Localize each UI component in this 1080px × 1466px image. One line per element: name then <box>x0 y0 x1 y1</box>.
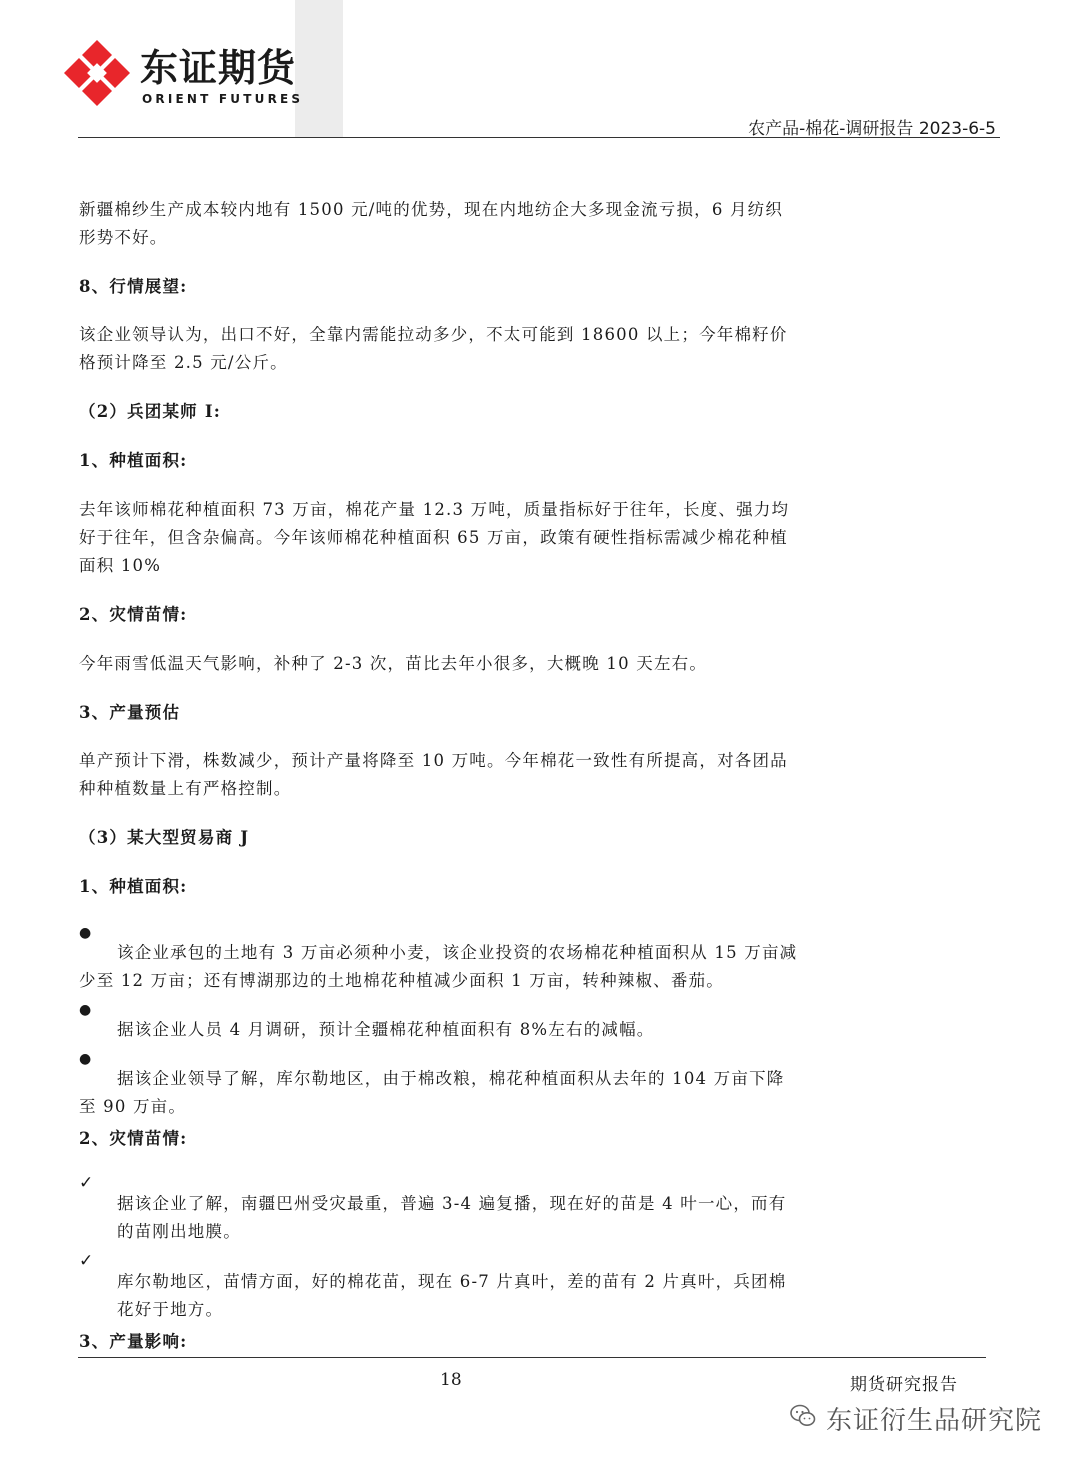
footer-label: 期货研究报告 <box>850 1375 958 1395</box>
header-band <box>295 0 343 138</box>
wechat-icon <box>790 1404 816 1428</box>
paragraph: 新疆棉纱生产成本较内地有 1500 元/吨的优势，现在内地纺企大多现金流亏损，6 月纺织形势不好。 <box>79 200 784 247</box>
header-divider <box>78 137 1000 138</box>
paragraph: 单产预计下滑，株数减少，预计产量将降至 10 万吨。今年棉花一致性有所提高，对各团品种种植数量上有严格控制。 <box>79 751 788 798</box>
bullet-icon: ● <box>79 1002 92 1018</box>
bullet-item: 该企业承包的土地有 3 万亩必须种小麦，该企业投资的农场棉花种植面积从 15 万亩减少至 12 万亩；还有博湖那边的土地棉花种植减少面积 1 万亩，转种辣椒、番茄。 <box>79 942 798 990</box>
section-heading: （3）某大型贸易商 J <box>79 828 250 847</box>
brand-name-en: ORIENT FUTURES <box>142 92 304 106</box>
section-heading: 1、种植面积: <box>79 451 188 470</box>
orient-futures-logo-icon <box>62 38 132 108</box>
page-number: 18 <box>440 1370 462 1390</box>
section-heading: 3、产量预估 <box>79 703 181 722</box>
paragraph: 去年该师棉花种植面积 73 万亩，棉花产量 12.3 万吨，质量指标好于往年，长度、强力均好于往年，但含杂偏高。今年该师棉花种植面积 65 万亩，政策有硬性指标需减少棉花种植面积 10% <box>79 500 790 575</box>
check-item: 据该企业了解，南疆巴州受灾最重，普遍 3-4 遍复播，现在好的苗是 4 叶一心，而有的苗刚出地膜。 <box>117 1193 787 1241</box>
check-item: 库尔勒地区，苗情方面，好的棉花苗，现在 6-7 片真叶，差的苗有 2 片真叶，兵团棉花好于地方。 <box>117 1271 787 1319</box>
bullet-icon: ● <box>79 1051 92 1067</box>
paragraph: 该企业领导认为，出口不好，全靠内需能拉动多少，不太可能到 18600 以上；今年棉籽价格预计降至 2.5 元/公斤。 <box>79 325 788 372</box>
section-heading: 3、产量影响: <box>79 1332 188 1351</box>
section-heading: 2、灾情苗情: <box>79 605 188 624</box>
section-heading: 8、行情展望: <box>79 277 188 296</box>
checkmark-icon: ✓ <box>79 1251 94 1271</box>
report-title: 农产品-棉花-调研报告 2023-6-5 <box>748 119 996 139</box>
section-heading: 1、种植面积: <box>79 877 188 896</box>
section-heading: 2、灾情苗情: <box>79 1129 188 1148</box>
watermark: 东证衍生品研究院 <box>826 1406 1043 1436</box>
footer-divider <box>78 1357 986 1358</box>
paragraph: 今年雨雪低温天气影响，补种了 2-3 次，苗比去年小很多，大概晚 10 天左右。 <box>79 654 708 673</box>
bullet-item: 据该企业人员 4 月调研，预计全疆棉花种植面积有 8%左右的减幅。 <box>117 1019 655 1039</box>
checkmark-icon: ✓ <box>79 1173 94 1193</box>
section-heading: （2）兵团某师 I: <box>79 402 222 421</box>
brand-name-cn: 东证期货 <box>140 46 297 90</box>
bullet-icon: ● <box>79 925 92 941</box>
bullet-item: 据该企业领导了解，库尔勒地区，由于棉改粮，棉花种植面积从去年的 104 万亩下降至 90 万亩。 <box>79 1068 785 1116</box>
